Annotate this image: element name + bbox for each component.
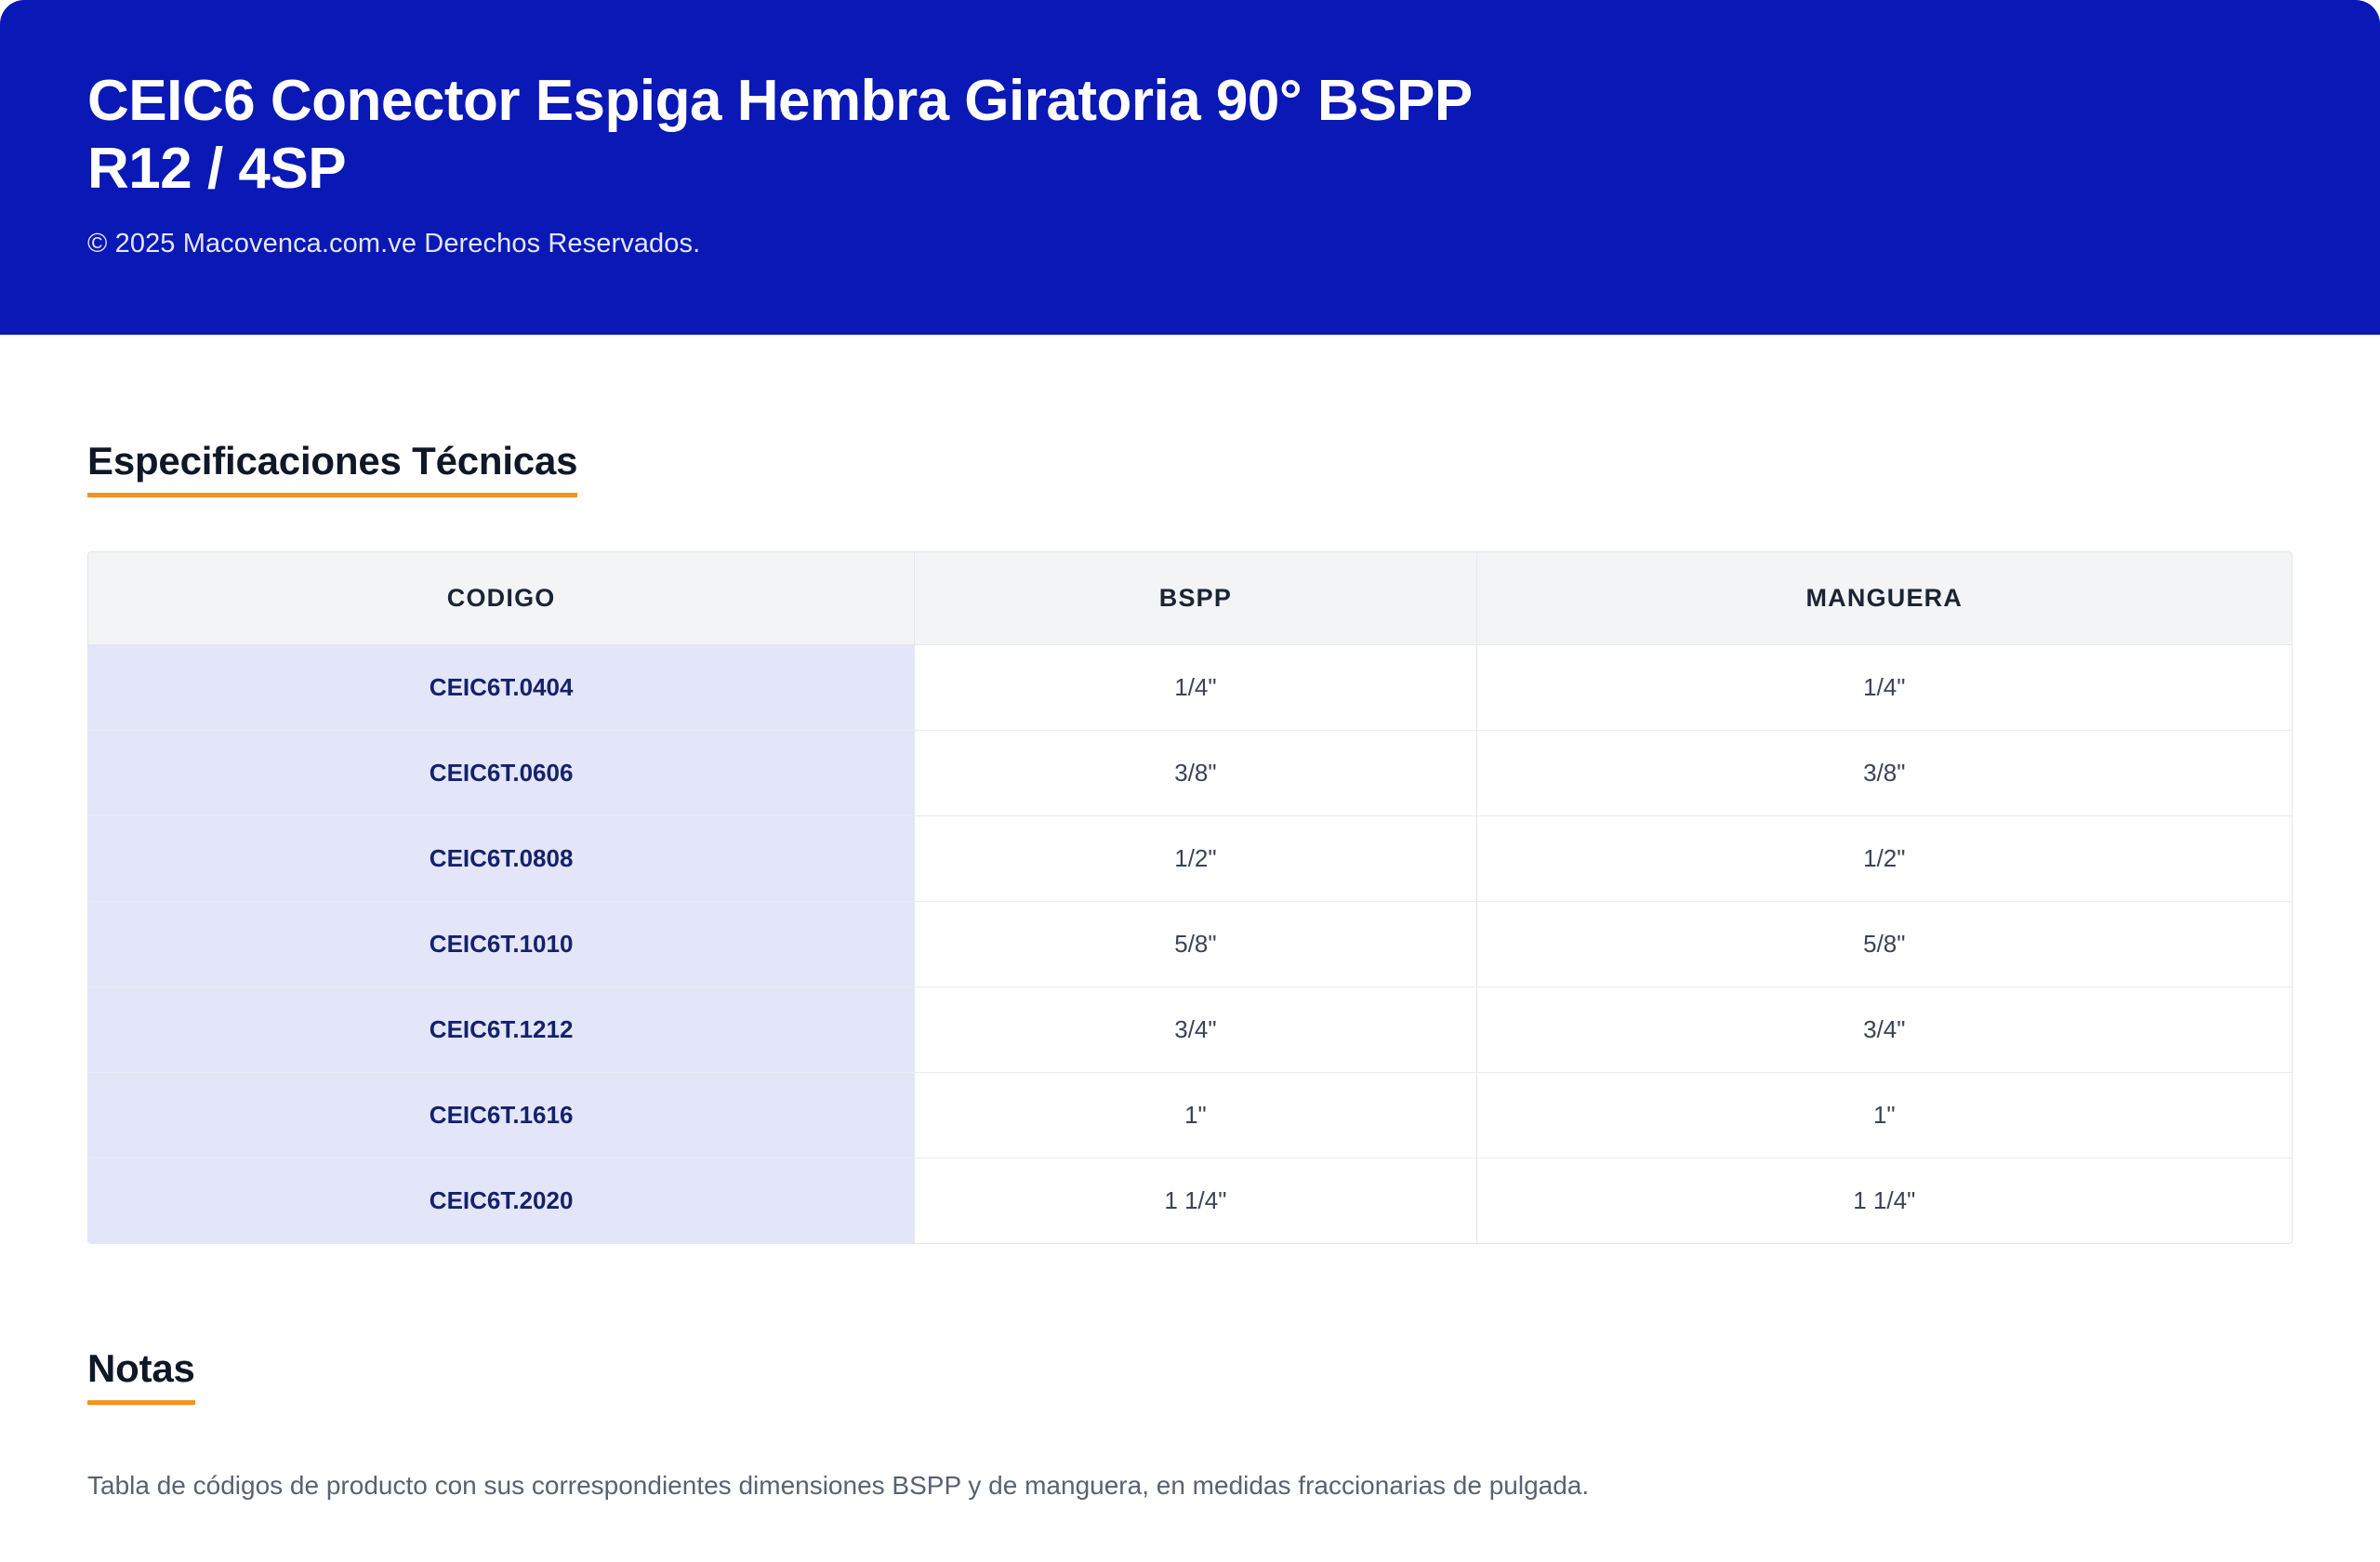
cell-codigo: CEIC6T.0404 bbox=[88, 645, 915, 731]
cell-manguera: 1" bbox=[1476, 1073, 2292, 1158]
notes-text: Tabla de códigos de producto con sus correspondientes dimensiones BSPP y de manguera, en medidas fraccionarias de pulgada. bbox=[87, 1471, 1590, 1500]
cell-bspp: 3/4" bbox=[915, 987, 1476, 1073]
column-header-codigo: CODIGO bbox=[88, 552, 915, 645]
cell-bspp: 5/8" bbox=[915, 902, 1476, 987]
table-row bbox=[88, 987, 2292, 1073]
specifications-heading: Especificaciones Técnicas bbox=[87, 439, 577, 497]
cell-bspp: 1/2" bbox=[915, 816, 1476, 902]
specifications-table-container bbox=[87, 551, 2293, 1244]
notes-heading: Notas bbox=[87, 1346, 195, 1405]
table-row bbox=[88, 816, 2292, 902]
cell-manguera: 3/8" bbox=[1476, 731, 2292, 816]
table-row bbox=[88, 1073, 2292, 1158]
cell-codigo: CEIC6T.2020 bbox=[88, 1158, 915, 1244]
main-content bbox=[0, 335, 2380, 1505]
cell-manguera: 1/4" bbox=[1476, 645, 2292, 731]
cell-codigo: CEIC6T.1616 bbox=[88, 1073, 915, 1158]
notes-section bbox=[87, 1346, 2293, 1505]
page-title: CEIC6 Conector Espiga Hembra Giratoria 90° BSPP R12 / 4SP bbox=[87, 69, 1472, 202]
table-row bbox=[88, 902, 2292, 987]
cell-manguera: 1/2" bbox=[1476, 816, 2292, 902]
cell-codigo: CEIC6T.0606 bbox=[88, 731, 915, 816]
cell-manguera: 3/4" bbox=[1476, 987, 2292, 1073]
column-header-manguera: MANGUERA bbox=[1476, 552, 2292, 645]
table-header-row bbox=[88, 552, 2292, 645]
table-row bbox=[88, 731, 2292, 816]
cell-bspp: 3/8" bbox=[915, 731, 1476, 816]
cell-bspp: 1" bbox=[915, 1073, 1476, 1158]
page-header bbox=[0, 0, 2380, 335]
cell-manguera: 1 1/4" bbox=[1853, 1186, 1916, 1214]
cell-codigo: CEIC6T.1010 bbox=[88, 902, 915, 987]
table-body bbox=[88, 645, 2292, 1244]
table-row bbox=[88, 645, 2292, 731]
specifications-table bbox=[88, 552, 2292, 1243]
table-row bbox=[88, 1158, 2292, 1244]
cell-manguera: 5/8" bbox=[1476, 902, 2292, 987]
cell-bspp: 1/4" bbox=[915, 645, 1476, 731]
cell-codigo: CEIC6T.1212 bbox=[88, 987, 915, 1073]
cell-bspp: 1 1/4" bbox=[915, 1158, 1476, 1244]
cell-codigo: CEIC6T.0808 bbox=[88, 816, 915, 902]
column-header-bspp: BSPP bbox=[915, 552, 1476, 645]
copyright-text: © 2025 Macovenca.com.ve Derechos Reservados. bbox=[87, 229, 701, 259]
table-header bbox=[88, 552, 2292, 645]
